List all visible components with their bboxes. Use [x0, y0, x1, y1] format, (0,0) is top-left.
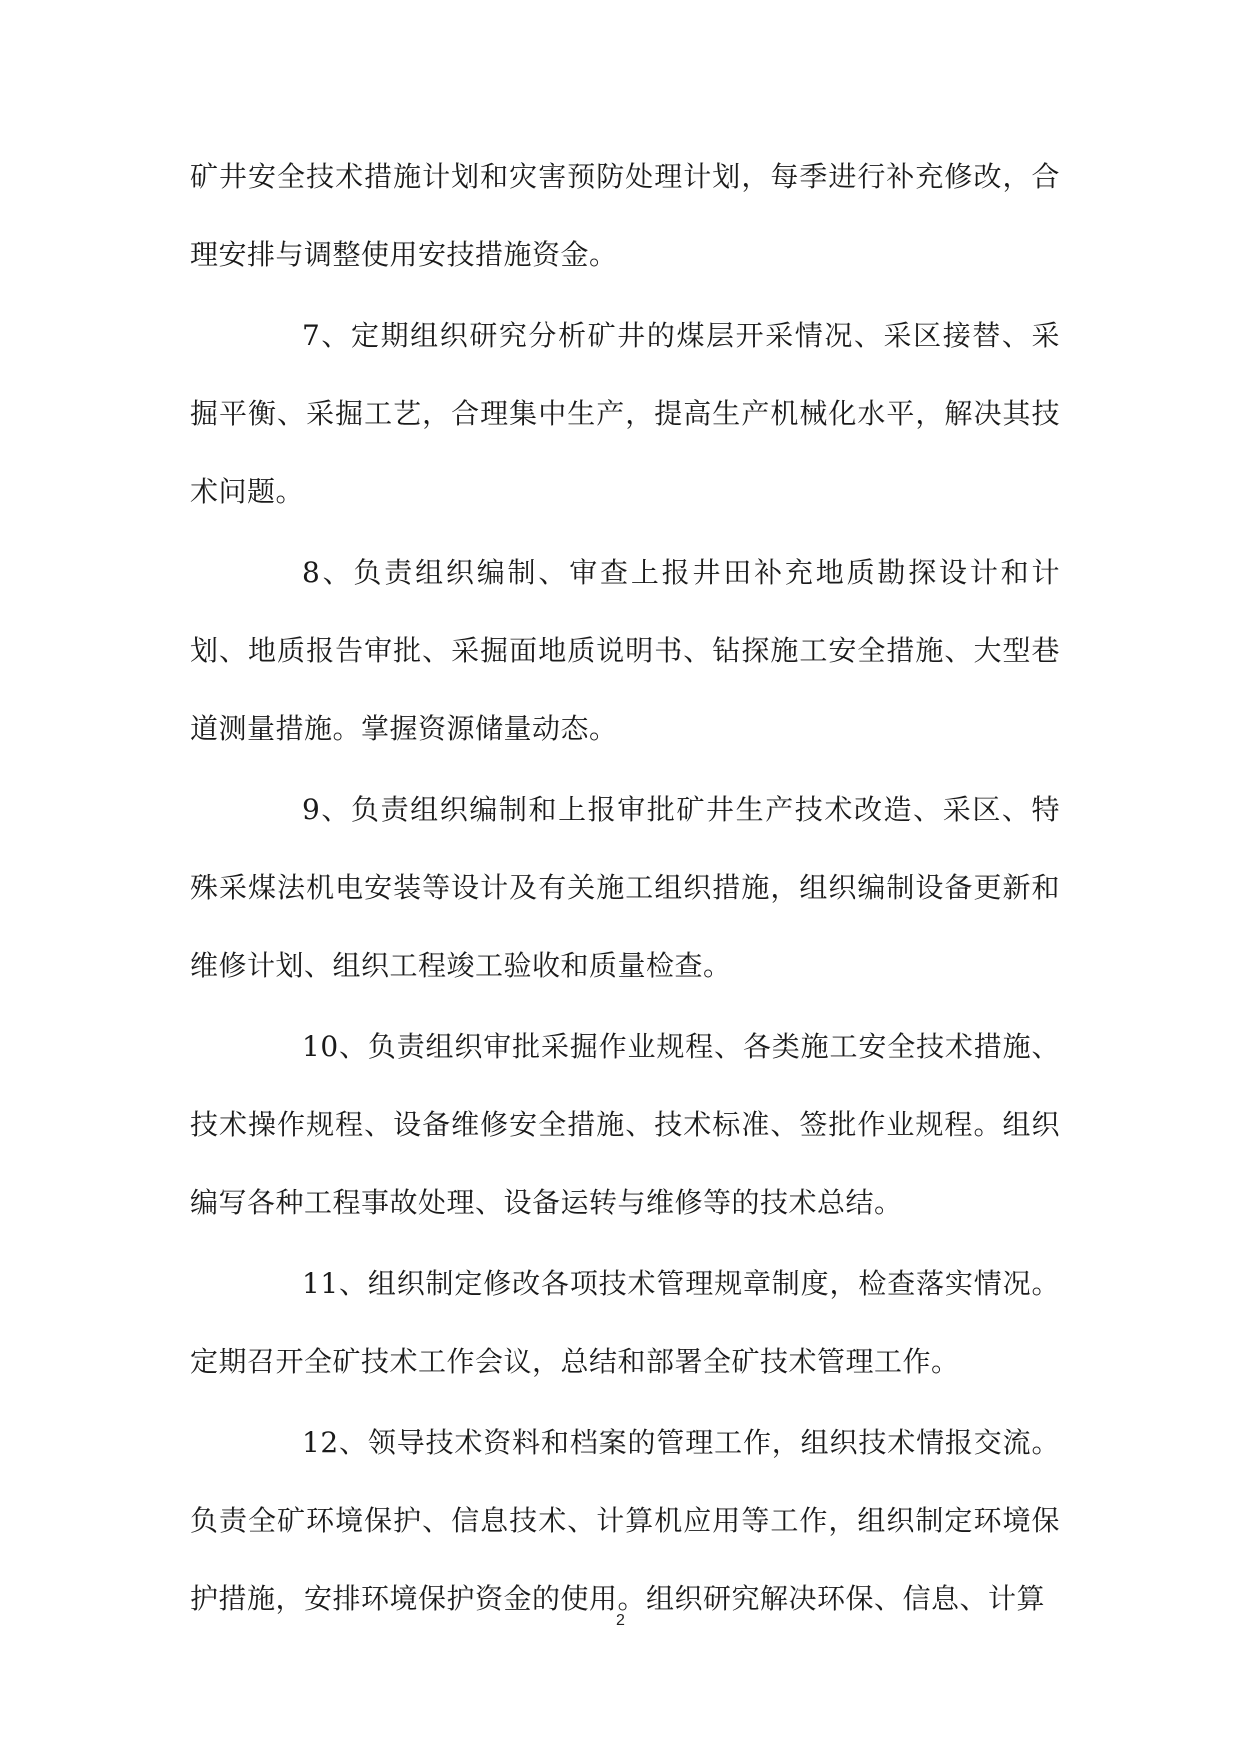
- paragraph-item-10: 10、负责组织审批采掘作业规程、各类施工安全技术措施、技术操作规程、设备维修安全措施、技术标准、签批作业规程。组织编写各种工程事故处理、设备运转与维修等的技术总结。: [190, 1030, 1060, 1219]
- paragraph-item-9: 9、负责组织编制和上报审批矿井生产技术改造、采区、特殊采煤法机电安装等设计及有关施工组织措施，组织编制设备更新和维修计划、组织工程竣工验收和质量检查。: [190, 793, 1060, 982]
- paragraph-item-12: 12、领导技术资料和档案的管理工作，组织技术情报交流。负责全矿环境保护、信息技术、计算机应用等工作，组织制定环境保护措施，安排环境保护资金的使用。组织研究解决环保、信息、计算: [190, 1426, 1060, 1615]
- page-number: 2: [616, 1612, 625, 1629]
- paragraph-item-11: 11、组织制定修改各项技术管理规章制度，检查落实情况。定期召开全矿技术工作会议，总结和部署全矿技术管理工作。: [190, 1267, 1060, 1378]
- paragraph-item-7: 7、定期组织研究分析矿井的煤层开采情况、采区接替、采掘平衡、采掘工艺，合理集中生产，提高生产机械化水平，解决其技术问题。: [190, 319, 1060, 508]
- paragraph-item-8: 8、负责组织编制、审查上报井田补充地质勘探设计和计划、地质报告审批、采掘面地质说明书、钻探施工安全措施、大型巷道测量措施。掌握资源储量动态。: [190, 556, 1060, 745]
- document-body: [190, 138, 1060, 1641]
- paragraph-continuation: 矿井安全技术措施计划和灾害预防处理计划，每季进行补充修改，合理安排与调整使用安技措施资金。: [190, 160, 1060, 271]
